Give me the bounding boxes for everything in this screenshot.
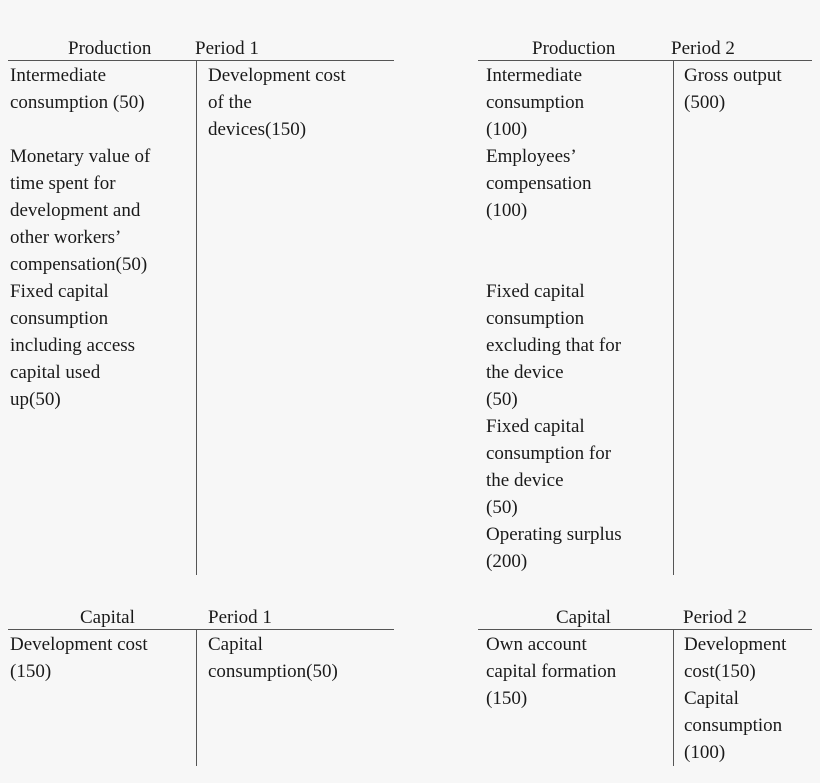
entry-fixed-capital-device: Fixed capital consumption for the device (50) — [486, 416, 612, 518]
production-period1-account — [8, 35, 394, 576]
account-period: Period 1 — [208, 607, 272, 628]
account-period: Period 2 — [671, 38, 735, 59]
entry-time-and-compensation: Monetary value of time spent for development and other workers’ compensation(50) — [10, 146, 151, 275]
entry-development-cost: Development cost (150) — [10, 634, 148, 682]
entry-development-cost: Development cost(150) — [684, 634, 787, 682]
entry-fixed-capital-excluding-device: Fixed capital consumption excluding that for the device (50) — [486, 281, 622, 410]
entry-operating-surplus: Operating surplus (200) — [486, 524, 622, 572]
debit-column — [10, 62, 192, 413]
column-divider — [673, 60, 674, 575]
account-title: Production — [532, 38, 616, 59]
credit-column — [208, 62, 394, 143]
entry-intermediate-consumption: Intermediate consumption (50) — [10, 65, 145, 113]
column-divider — [196, 629, 197, 766]
entry-capital-consumption: Capital consumption (100) — [684, 688, 783, 763]
capital-period2-account — [478, 604, 812, 766]
credit-column — [208, 631, 394, 685]
credit-column — [684, 631, 812, 766]
entry-own-account-capital-formation: Own account capital formation (150) — [486, 634, 617, 709]
entry-fixed-capital-consumption: Fixed capital consumption including access capital used up(50) — [10, 281, 136, 410]
account-title: Production — [68, 38, 152, 59]
account-title: Capital — [556, 607, 611, 628]
entry-gross-output: Gross output (500) — [684, 65, 782, 113]
account-title: Capital — [80, 607, 135, 628]
column-divider — [196, 60, 197, 575]
entry-capital-consumption: Capital consumption(50) — [208, 634, 338, 682]
column-divider — [673, 629, 674, 766]
debit-column — [486, 62, 670, 575]
entry-development-cost: Development cost of the devices(150) — [208, 65, 346, 140]
credit-column — [684, 62, 812, 116]
account-period: Period 1 — [195, 38, 259, 59]
capital-period1-account — [8, 604, 394, 766]
entry-intermediate-consumption: Intermediate consumption (100) — [486, 65, 585, 140]
entry-employees-compensation: Employees’ compensation (100) — [486, 146, 592, 221]
debit-column — [10, 631, 192, 685]
header-rule — [8, 629, 394, 630]
header-rule — [478, 629, 812, 630]
account-period: Period 2 — [683, 607, 747, 628]
debit-column — [486, 631, 670, 712]
header-rule — [478, 60, 812, 61]
header-rule — [8, 60, 394, 61]
production-period2-account — [478, 35, 812, 576]
